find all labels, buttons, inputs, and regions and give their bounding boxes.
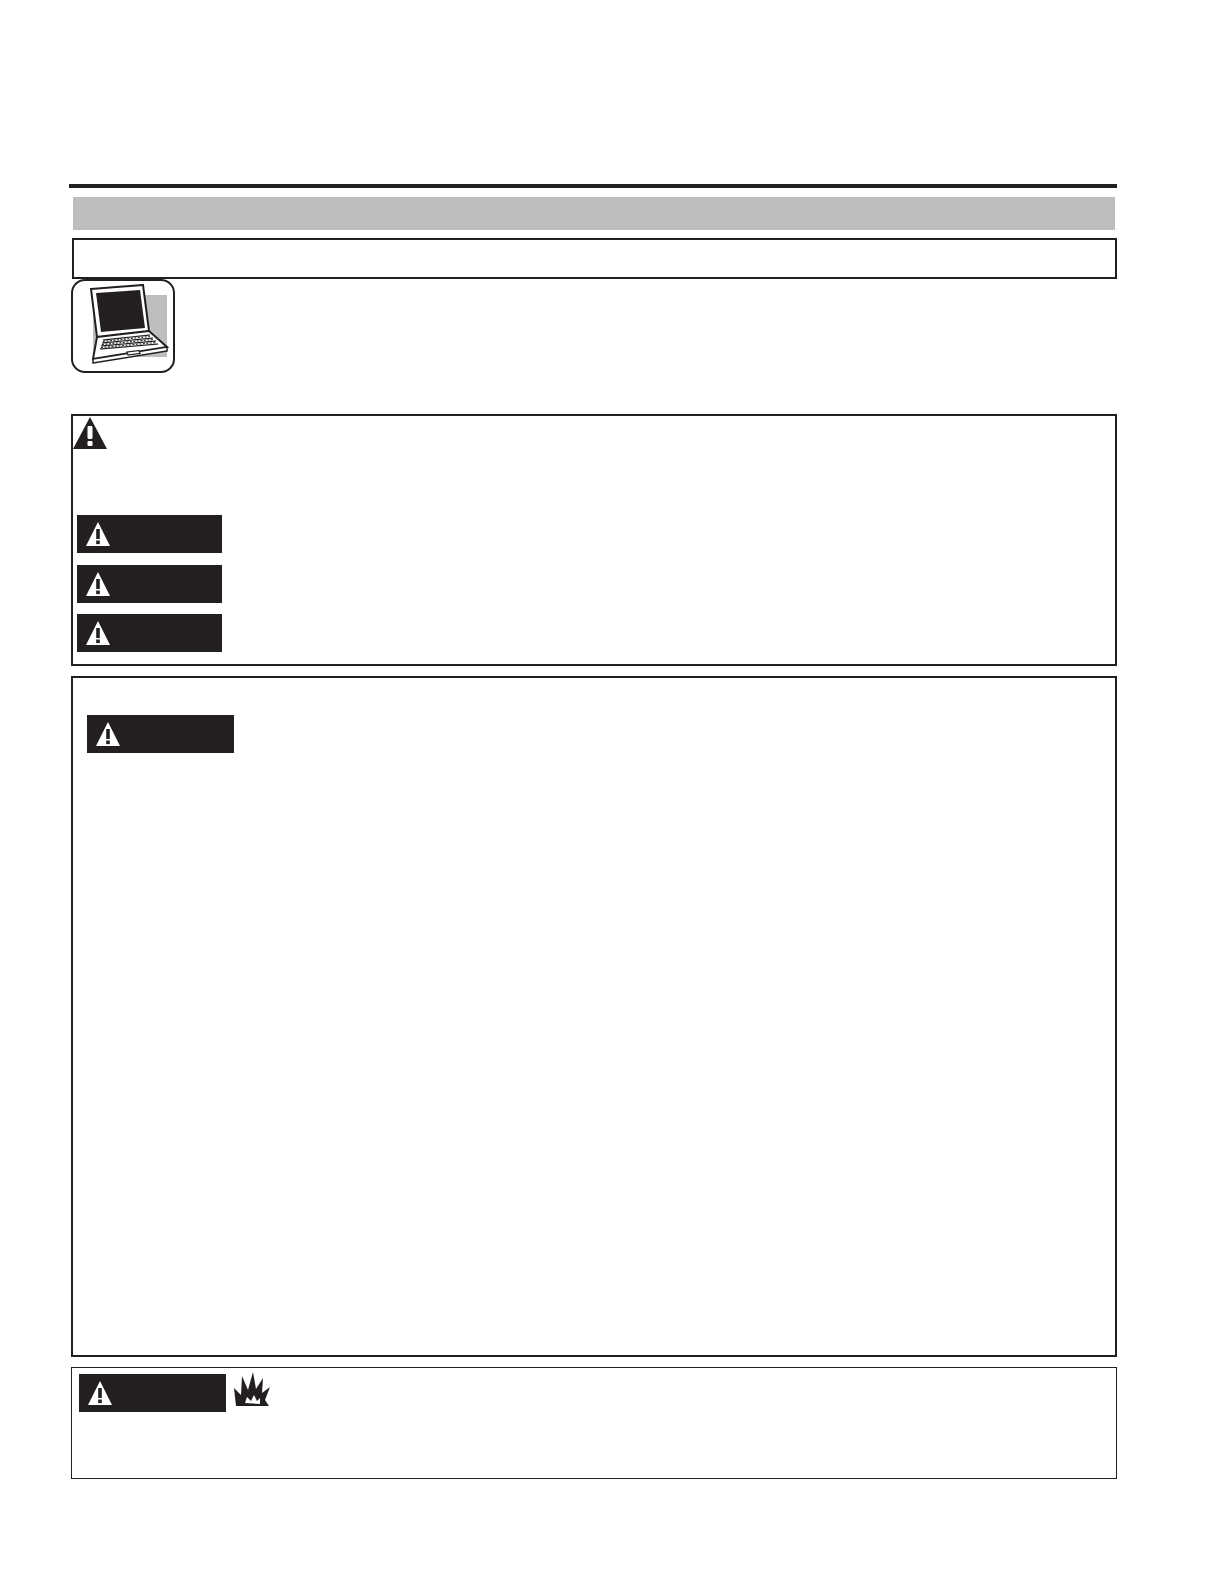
warning-triangle-icon [95,721,121,747]
signal-word-label [77,565,222,603]
explosion-hazard-box [71,1367,1117,1479]
signal-word-label [77,515,222,553]
explosion-icon [232,1370,272,1408]
signal-word-label [77,614,222,652]
laptop-icon [71,279,175,373]
safety-info-box [71,414,1117,666]
warning-triangle-icon [73,416,109,450]
subheader-box [72,238,1117,279]
warning-triangle-icon [87,1380,113,1406]
warning-triangle-icon [85,521,111,547]
warning-triangle-icon [85,620,111,646]
warning-triangle-icon [85,571,111,597]
signal-word-label [79,1374,226,1412]
warning-content-box [71,676,1117,1357]
top-rule [69,184,1117,188]
section-header-band [73,197,1115,230]
signal-word-label [87,715,234,753]
